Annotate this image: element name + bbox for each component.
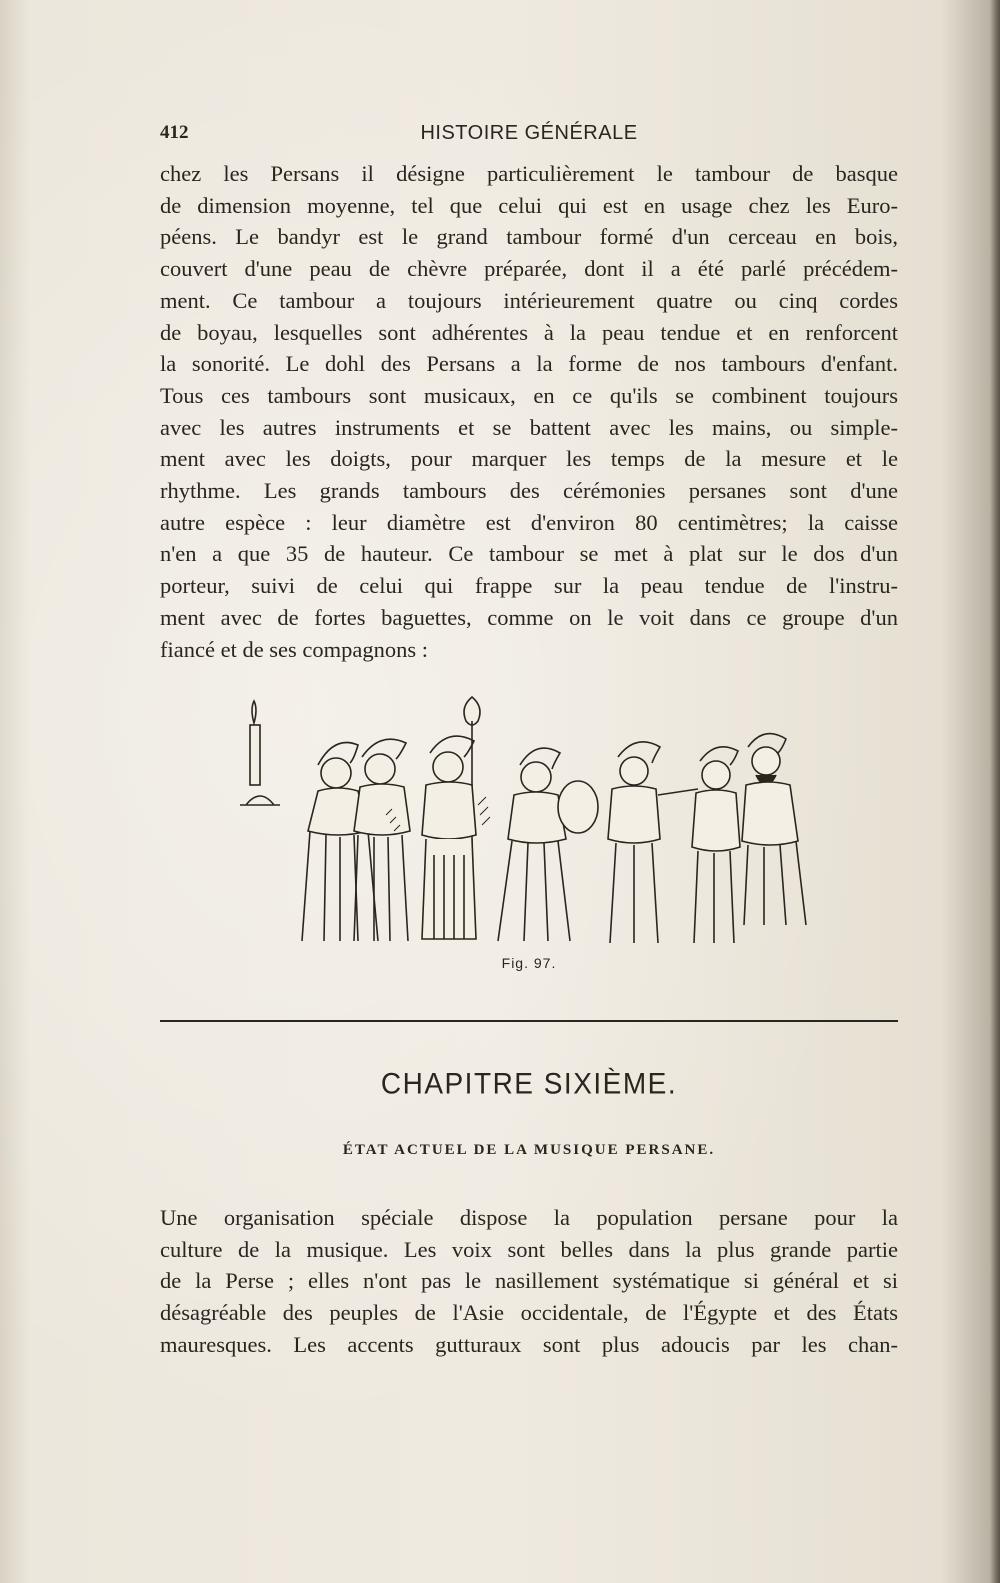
text-line: la sonorité. Le dohl des Persans a la forme de nos tambours d'enfant. [160, 351, 898, 377]
section-rule [160, 1020, 898, 1022]
text-line: chez les Persans il désigne particulièrement le tambour de basque [160, 161, 898, 186]
text-line: Tous ces tambours sont musicaux, en ce qu'ils se combinent toujours [160, 382, 898, 408]
text-line: fiancé et de ses compagnons : [160, 636, 429, 662]
text-line: ment avec de fortes baguettes, comme on le voit dans ce groupe d'un [160, 604, 898, 630]
text-line: rhythme. Les grands tambours des cérémonies persanes sont d'une [160, 478, 898, 504]
text-line: mauresques. Les accents gutturaux sont plus adoucis par les chan- [160, 1331, 898, 1357]
text-line: culture de la musique. Les voix sont belles dans la plus grande partie [160, 1236, 898, 1262]
chapter-title: CHAPITRE SIXIÈME. [380, 1067, 678, 1100]
text-line: avec les autres instruments et se battent avec les mains, ou simple- [160, 414, 898, 440]
text-line: Une organisation spéciale dispose la population persane pour la [160, 1205, 898, 1230]
page-number: 412 [160, 122, 189, 143]
figure-caption: Fig. 97. [501, 955, 557, 971]
paragraph-drums [160, 158, 898, 665]
engraving-musicians-image [240, 695, 820, 955]
chapter-subtitle: ÉTAT ACTUEL DE LA MUSIQUE PERSANE. [342, 1142, 716, 1158]
running-title: HISTOIRE GÉNÉRALE [420, 122, 638, 144]
text-line: de boyau, lesquelles sont adhérentes à la peau tendue et en renforcent [160, 319, 898, 345]
text-line: péens. Le bandyr est le grand tambour formé d'un cerceau en bois, [160, 224, 898, 250]
text-line: couvert d'une peau de chèvre préparée, dont il a été parlé précédem- [160, 256, 898, 282]
running-head [160, 122, 898, 152]
paragraph-persian-music [160, 1202, 898, 1361]
text-line: porteur, suivi de celui qui frappe sur la peau tendue de l'instru- [160, 573, 898, 599]
text-line: ment avec les doigts, pour marquer les temps de la mesure et le [160, 446, 898, 472]
text-line: désagréable des peuples de l'Asie occidentale, de l'Égypte et des États [160, 1300, 898, 1326]
figure-procession-illustration [240, 695, 820, 955]
text-line: de la Perse ; elles n'ont pas le nasillement systématique si général et si [160, 1268, 898, 1294]
text-line: de dimension moyenne, tel que celui qui est en usage chez les Euro- [160, 192, 898, 218]
text-line: ment. Ce tambour a toujours intérieurement quatre ou cinq cordes [160, 287, 898, 313]
text-line: n'en a que 35 de hauteur. Ce tambour se met à plat sur le dos d'un [160, 541, 898, 567]
text-line: autre espèce : leur diamètre est d'environ 80 centimètres; la caisse [160, 509, 898, 535]
page-edge-shadow [990, 0, 1000, 1583]
